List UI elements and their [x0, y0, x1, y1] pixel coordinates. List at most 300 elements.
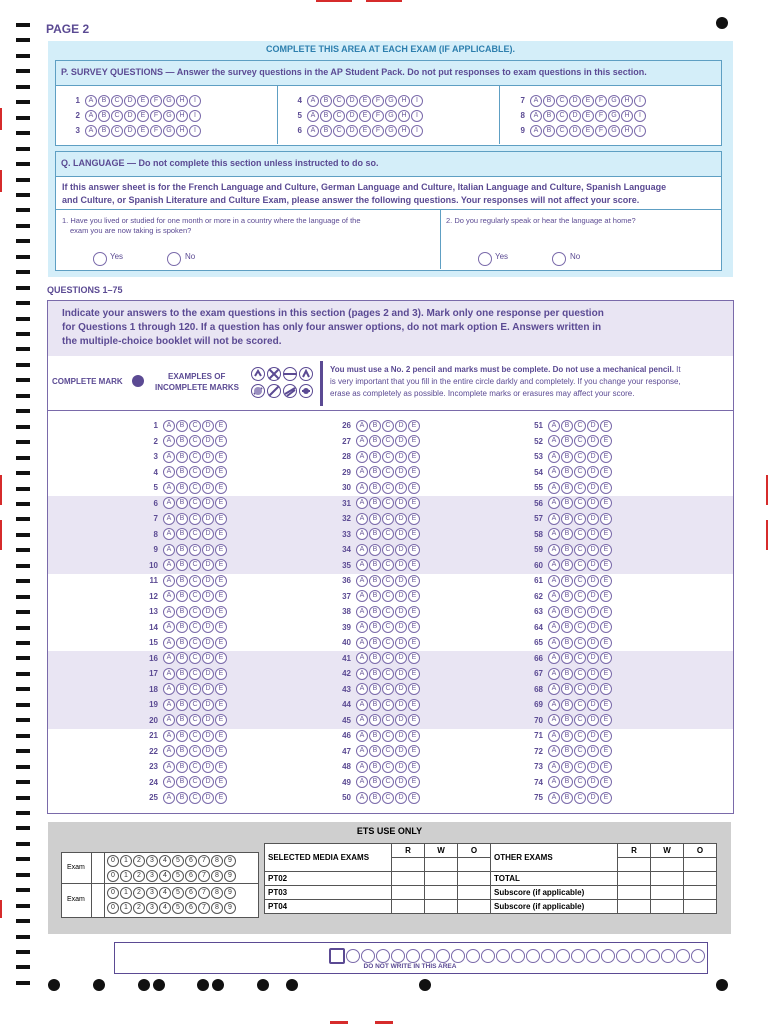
- answer-bubble[interactable]: C: [189, 482, 201, 494]
- answer-bubble[interactable]: C: [574, 466, 586, 478]
- answer-bubble[interactable]: C: [382, 652, 394, 664]
- answer-bubble[interactable]: D: [202, 606, 214, 618]
- answer-bubble[interactable]: I: [411, 110, 423, 122]
- answer-bubble[interactable]: C: [189, 559, 201, 571]
- answer-bubble[interactable]: D: [395, 652, 407, 664]
- answer-bubble[interactable]: G: [385, 95, 397, 107]
- answer-bubble[interactable]: A: [548, 637, 560, 649]
- answer-bubble[interactable]: E: [600, 683, 612, 695]
- answer-bubble[interactable]: D: [395, 792, 407, 804]
- answer-bubble[interactable]: B: [369, 776, 381, 788]
- answer-bubble[interactable]: C: [111, 95, 123, 107]
- answer-bubble[interactable]: B: [176, 435, 188, 447]
- answer-bubble[interactable]: D: [346, 110, 358, 122]
- answer-bubble[interactable]: C: [556, 110, 568, 122]
- answer-bubble[interactable]: A: [85, 110, 97, 122]
- answer-bubble[interactable]: B: [176, 590, 188, 602]
- answer-bubble[interactable]: B: [176, 714, 188, 726]
- answer-bubble[interactable]: C: [382, 528, 394, 540]
- answer-bubble[interactable]: A: [548, 714, 560, 726]
- answer-bubble[interactable]: D: [395, 590, 407, 602]
- answer-bubble[interactable]: D: [202, 637, 214, 649]
- answer-bubble[interactable]: A: [163, 451, 175, 463]
- answer-bubble[interactable]: B: [561, 776, 573, 788]
- answer-bubble[interactable]: E: [600, 606, 612, 618]
- answer-bubble[interactable]: D: [587, 420, 599, 432]
- answer-bubble[interactable]: D: [587, 513, 599, 525]
- answer-bubble[interactable]: D: [202, 683, 214, 695]
- answer-bubble[interactable]: B: [369, 482, 381, 494]
- answer-bubble[interactable]: A: [307, 125, 319, 137]
- answer-bubble[interactable]: C: [189, 621, 201, 633]
- answer-bubble[interactable]: D: [124, 110, 136, 122]
- answer-bubble[interactable]: I: [411, 125, 423, 137]
- answer-bubble[interactable]: A: [163, 435, 175, 447]
- answer-bubble[interactable]: C: [574, 792, 586, 804]
- answer-bubble[interactable]: B: [561, 730, 573, 742]
- answer-bubble[interactable]: D: [395, 575, 407, 587]
- answer-bubble[interactable]: C: [574, 590, 586, 602]
- answer-bubble[interactable]: B: [369, 497, 381, 509]
- answer-bubble[interactable]: C: [333, 95, 345, 107]
- answer-bubble[interactable]: A: [163, 683, 175, 695]
- answer-bubble[interactable]: D: [395, 420, 407, 432]
- answer-bubble[interactable]: E: [215, 714, 227, 726]
- answer-bubble[interactable]: B: [176, 621, 188, 633]
- answer-bubble[interactable]: D: [395, 513, 407, 525]
- answer-bubble[interactable]: D: [202, 699, 214, 711]
- answer-bubble[interactable]: G: [608, 125, 620, 137]
- answer-bubble[interactable]: E: [215, 683, 227, 695]
- answer-bubble[interactable]: A: [163, 528, 175, 540]
- answer-bubble[interactable]: D: [202, 792, 214, 804]
- answer-bubble[interactable]: E: [600, 559, 612, 571]
- answer-bubble[interactable]: D: [587, 761, 599, 773]
- answer-bubble[interactable]: D: [587, 590, 599, 602]
- answer-bubble[interactable]: D: [587, 466, 599, 478]
- answer-bubble[interactable]: I: [634, 110, 646, 122]
- answer-bubble[interactable]: E: [137, 110, 149, 122]
- answer-bubble[interactable]: A: [356, 544, 368, 556]
- answer-bubble[interactable]: C: [382, 482, 394, 494]
- answer-bubble[interactable]: E: [408, 776, 420, 788]
- answer-bubble[interactable]: A: [85, 125, 97, 137]
- answer-bubble[interactable]: D: [395, 668, 407, 680]
- answer-bubble[interactable]: B: [561, 590, 573, 602]
- answer-bubble[interactable]: E: [408, 761, 420, 773]
- answer-bubble[interactable]: B: [176, 575, 188, 587]
- answer-bubble[interactable]: B: [561, 528, 573, 540]
- answer-bubble[interactable]: E: [600, 482, 612, 494]
- answer-bubble[interactable]: A: [356, 745, 368, 757]
- answer-bubble[interactable]: C: [189, 668, 201, 680]
- answer-bubble[interactable]: C: [556, 125, 568, 137]
- answer-bubble[interactable]: C: [382, 761, 394, 773]
- answer-bubble[interactable]: A: [163, 466, 175, 478]
- answer-bubble[interactable]: C: [382, 776, 394, 788]
- answer-bubble[interactable]: E: [600, 776, 612, 788]
- answer-bubble[interactable]: C: [574, 420, 586, 432]
- answer-bubble[interactable]: C: [574, 482, 586, 494]
- answer-bubble[interactable]: D: [202, 745, 214, 757]
- answer-bubble[interactable]: E: [408, 528, 420, 540]
- answer-bubble[interactable]: D: [395, 637, 407, 649]
- answer-bubble[interactable]: D: [346, 95, 358, 107]
- answer-bubble[interactable]: E: [600, 714, 612, 726]
- answer-bubble[interactable]: G: [385, 125, 397, 137]
- answer-bubble[interactable]: D: [569, 110, 581, 122]
- answer-bubble[interactable]: D: [346, 125, 358, 137]
- answer-bubble[interactable]: D: [202, 466, 214, 478]
- answer-bubble[interactable]: D: [202, 652, 214, 664]
- answer-bubble[interactable]: E: [215, 792, 227, 804]
- answer-bubble[interactable]: H: [398, 125, 410, 137]
- answer-bubble[interactable]: A: [356, 575, 368, 587]
- answer-bubble[interactable]: C: [574, 668, 586, 680]
- answer-bubble[interactable]: B: [561, 435, 573, 447]
- answer-bubble[interactable]: B: [176, 652, 188, 664]
- answer-bubble[interactable]: D: [202, 544, 214, 556]
- answer-bubble[interactable]: E: [408, 435, 420, 447]
- answer-bubble[interactable]: E: [215, 420, 227, 432]
- answer-bubble[interactable]: D: [395, 776, 407, 788]
- answer-bubble[interactable]: G: [608, 95, 620, 107]
- answer-bubble[interactable]: D: [587, 435, 599, 447]
- answer-bubble[interactable]: B: [176, 683, 188, 695]
- answer-bubble[interactable]: G: [608, 110, 620, 122]
- answer-bubble[interactable]: B: [176, 497, 188, 509]
- answer-bubble[interactable]: A: [163, 730, 175, 742]
- answer-bubble[interactable]: C: [574, 730, 586, 742]
- answer-bubble[interactable]: D: [202, 435, 214, 447]
- answer-bubble[interactable]: E: [215, 730, 227, 742]
- answer-bubble[interactable]: A: [356, 420, 368, 432]
- answer-bubble[interactable]: A: [548, 435, 560, 447]
- answer-bubble[interactable]: E: [600, 420, 612, 432]
- answer-bubble[interactable]: D: [202, 621, 214, 633]
- answer-bubble[interactable]: A: [163, 714, 175, 726]
- answer-bubble[interactable]: A: [356, 652, 368, 664]
- answer-bubble[interactable]: A: [356, 776, 368, 788]
- answer-bubble[interactable]: D: [202, 497, 214, 509]
- answer-bubble[interactable]: C: [189, 792, 201, 804]
- answer-bubble[interactable]: B: [369, 668, 381, 680]
- answer-bubble[interactable]: B: [176, 637, 188, 649]
- answer-bubble[interactable]: E: [408, 621, 420, 633]
- answer-bubble[interactable]: B: [176, 792, 188, 804]
- answer-bubble[interactable]: B: [369, 699, 381, 711]
- answer-bubble[interactable]: A: [163, 420, 175, 432]
- answer-bubble[interactable]: H: [621, 95, 633, 107]
- answer-bubble[interactable]: C: [574, 637, 586, 649]
- answer-bubble[interactable]: B: [176, 761, 188, 773]
- answer-bubble[interactable]: C: [574, 497, 586, 509]
- answer-bubble[interactable]: E: [582, 110, 594, 122]
- answer-bubble[interactable]: E: [408, 699, 420, 711]
- answer-bubble[interactable]: E: [137, 125, 149, 137]
- answer-bubble[interactable]: A: [356, 637, 368, 649]
- answer-bubble[interactable]: D: [395, 451, 407, 463]
- answer-bubble[interactable]: D: [395, 761, 407, 773]
- answer-bubble[interactable]: E: [408, 544, 420, 556]
- answer-bubble[interactable]: A: [163, 637, 175, 649]
- answer-bubble[interactable]: C: [574, 575, 586, 587]
- answer-bubble[interactable]: E: [359, 95, 371, 107]
- answer-bubble[interactable]: A: [548, 544, 560, 556]
- answer-bubble[interactable]: C: [189, 528, 201, 540]
- answer-bubble[interactable]: B: [369, 683, 381, 695]
- answer-bubble[interactable]: C: [574, 606, 586, 618]
- answer-bubble[interactable]: E: [215, 745, 227, 757]
- answer-bubble[interactable]: E: [600, 575, 612, 587]
- answer-bubble[interactable]: F: [595, 95, 607, 107]
- answer-bubble[interactable]: C: [574, 652, 586, 664]
- answer-bubble[interactable]: I: [634, 125, 646, 137]
- answer-bubble[interactable]: B: [561, 683, 573, 695]
- answer-bubble[interactable]: A: [356, 699, 368, 711]
- answer-bubble[interactable]: D: [202, 575, 214, 587]
- answer-bubble[interactable]: F: [595, 110, 607, 122]
- answer-bubble[interactable]: A: [163, 544, 175, 556]
- answer-bubble[interactable]: E: [215, 776, 227, 788]
- answer-bubble[interactable]: H: [621, 110, 633, 122]
- answer-bubble[interactable]: A: [163, 482, 175, 494]
- answer-bubble[interactable]: E: [215, 668, 227, 680]
- answer-bubble[interactable]: E: [600, 497, 612, 509]
- answer-bubble[interactable]: C: [382, 714, 394, 726]
- answer-bubble[interactable]: B: [561, 714, 573, 726]
- answer-bubble[interactable]: E: [600, 528, 612, 540]
- answer-bubble[interactable]: A: [548, 466, 560, 478]
- answer-bubble[interactable]: C: [556, 95, 568, 107]
- answer-bubble[interactable]: C: [382, 637, 394, 649]
- answer-bubble[interactable]: C: [111, 125, 123, 137]
- answer-bubble[interactable]: B: [561, 761, 573, 773]
- answer-bubble[interactable]: C: [382, 699, 394, 711]
- answer-bubble[interactable]: I: [189, 110, 201, 122]
- answer-bubble[interactable]: B: [561, 637, 573, 649]
- answer-bubble[interactable]: A: [356, 714, 368, 726]
- answer-bubble[interactable]: D: [587, 497, 599, 509]
- answer-bubble[interactable]: E: [600, 730, 612, 742]
- answer-bubble[interactable]: C: [574, 761, 586, 773]
- answer-bubble[interactable]: C: [189, 745, 201, 757]
- answer-bubble[interactable]: B: [176, 466, 188, 478]
- answer-bubble[interactable]: C: [189, 761, 201, 773]
- answer-bubble[interactable]: A: [85, 95, 97, 107]
- answer-bubble[interactable]: B: [176, 699, 188, 711]
- answer-bubble[interactable]: A: [163, 699, 175, 711]
- answer-bubble[interactable]: E: [408, 730, 420, 742]
- answer-bubble[interactable]: D: [587, 528, 599, 540]
- answer-bubble[interactable]: A: [548, 451, 560, 463]
- answer-bubble[interactable]: A: [548, 590, 560, 602]
- answer-bubble[interactable]: E: [408, 575, 420, 587]
- answer-bubble[interactable]: B: [369, 559, 381, 571]
- answer-bubble[interactable]: C: [382, 606, 394, 618]
- answer-bubble[interactable]: B: [320, 95, 332, 107]
- answer-bubble[interactable]: B: [320, 125, 332, 137]
- answer-bubble[interactable]: C: [382, 730, 394, 742]
- answer-bubble[interactable]: B: [369, 575, 381, 587]
- answer-bubble[interactable]: A: [356, 761, 368, 773]
- answer-bubble[interactable]: E: [215, 513, 227, 525]
- answer-bubble[interactable]: A: [548, 606, 560, 618]
- answer-bubble[interactable]: E: [408, 714, 420, 726]
- answer-bubble[interactable]: C: [574, 544, 586, 556]
- answer-bubble[interactable]: B: [176, 420, 188, 432]
- answer-bubble[interactable]: A: [548, 497, 560, 509]
- answer-bubble[interactable]: E: [408, 482, 420, 494]
- answer-bubble[interactable]: D: [202, 528, 214, 540]
- answer-bubble[interactable]: C: [382, 451, 394, 463]
- answer-bubble[interactable]: D: [587, 792, 599, 804]
- answer-bubble[interactable]: E: [215, 699, 227, 711]
- answer-bubble[interactable]: C: [382, 466, 394, 478]
- answer-bubble[interactable]: H: [398, 95, 410, 107]
- answer-bubble[interactable]: A: [163, 621, 175, 633]
- answer-bubble[interactable]: B: [369, 606, 381, 618]
- answer-bubble[interactable]: E: [215, 451, 227, 463]
- answer-bubble[interactable]: E: [600, 466, 612, 478]
- answer-bubble[interactable]: A: [356, 482, 368, 494]
- answer-bubble[interactable]: E: [215, 528, 227, 540]
- answer-bubble[interactable]: C: [382, 590, 394, 602]
- answer-bubble[interactable]: C: [574, 745, 586, 757]
- answer-bubble[interactable]: A: [307, 110, 319, 122]
- answer-bubble[interactable]: A: [356, 451, 368, 463]
- answer-bubble[interactable]: B: [369, 621, 381, 633]
- answer-bubble[interactable]: E: [600, 699, 612, 711]
- answer-bubble[interactable]: D: [202, 559, 214, 571]
- answer-bubble[interactable]: B: [561, 668, 573, 680]
- answer-bubble[interactable]: E: [215, 575, 227, 587]
- answer-bubble[interactable]: A: [163, 745, 175, 757]
- answer-bubble[interactable]: E: [408, 513, 420, 525]
- answer-bubble[interactable]: C: [189, 652, 201, 664]
- answer-bubble[interactable]: B: [176, 544, 188, 556]
- answer-bubble[interactable]: D: [395, 621, 407, 633]
- answer-bubble[interactable]: A: [356, 435, 368, 447]
- answer-bubble[interactable]: I: [189, 125, 201, 137]
- q2-no-bubble[interactable]: [552, 250, 567, 268]
- answer-bubble[interactable]: D: [587, 575, 599, 587]
- answer-bubble[interactable]: E: [600, 451, 612, 463]
- answer-bubble[interactable]: E: [600, 745, 612, 757]
- answer-bubble[interactable]: B: [369, 435, 381, 447]
- answer-bubble[interactable]: D: [587, 544, 599, 556]
- answer-bubble[interactable]: A: [530, 110, 542, 122]
- answer-bubble[interactable]: E: [582, 95, 594, 107]
- answer-bubble[interactable]: B: [176, 482, 188, 494]
- answer-bubble[interactable]: E: [408, 745, 420, 757]
- answer-bubble[interactable]: E: [215, 637, 227, 649]
- answer-bubble[interactable]: D: [395, 497, 407, 509]
- answer-bubble[interactable]: C: [189, 451, 201, 463]
- answer-bubble[interactable]: C: [189, 683, 201, 695]
- answer-bubble[interactable]: D: [587, 714, 599, 726]
- answer-bubble[interactable]: C: [382, 513, 394, 525]
- answer-bubble[interactable]: E: [215, 761, 227, 773]
- answer-bubble[interactable]: E: [408, 590, 420, 602]
- answer-bubble[interactable]: E: [408, 792, 420, 804]
- answer-bubble[interactable]: D: [395, 714, 407, 726]
- answer-bubble[interactable]: B: [561, 745, 573, 757]
- answer-bubble[interactable]: D: [202, 761, 214, 773]
- answer-bubble[interactable]: A: [163, 559, 175, 571]
- answer-bubble[interactable]: A: [548, 683, 560, 695]
- answer-bubble[interactable]: C: [189, 544, 201, 556]
- answer-bubble[interactable]: A: [530, 125, 542, 137]
- answer-bubble[interactable]: A: [356, 466, 368, 478]
- answer-bubble[interactable]: E: [408, 451, 420, 463]
- answer-bubble[interactable]: F: [595, 125, 607, 137]
- answer-bubble[interactable]: E: [215, 497, 227, 509]
- answer-bubble[interactable]: D: [569, 95, 581, 107]
- answer-bubble[interactable]: B: [561, 544, 573, 556]
- answer-bubble[interactable]: C: [574, 776, 586, 788]
- answer-bubble[interactable]: D: [587, 606, 599, 618]
- answer-bubble[interactable]: A: [356, 792, 368, 804]
- answer-bubble[interactable]: A: [548, 745, 560, 757]
- answer-bubble[interactable]: C: [574, 513, 586, 525]
- answer-bubble[interactable]: B: [369, 730, 381, 742]
- answer-bubble[interactable]: A: [356, 668, 368, 680]
- answer-bubble[interactable]: B: [98, 95, 110, 107]
- answer-bubble[interactable]: D: [395, 559, 407, 571]
- answer-bubble[interactable]: A: [356, 559, 368, 571]
- answer-bubble[interactable]: B: [369, 420, 381, 432]
- answer-bubble[interactable]: F: [150, 110, 162, 122]
- answer-bubble[interactable]: D: [124, 125, 136, 137]
- answer-bubble[interactable]: H: [621, 125, 633, 137]
- answer-bubble[interactable]: D: [395, 435, 407, 447]
- answer-bubble[interactable]: C: [382, 435, 394, 447]
- answer-bubble[interactable]: B: [561, 699, 573, 711]
- answer-bubble[interactable]: C: [574, 559, 586, 571]
- answer-bubble[interactable]: D: [587, 683, 599, 695]
- answer-bubble[interactable]: B: [98, 125, 110, 137]
- answer-bubble[interactable]: C: [189, 637, 201, 649]
- answer-bubble[interactable]: A: [307, 95, 319, 107]
- answer-bubble[interactable]: E: [600, 792, 612, 804]
- answer-bubble[interactable]: A: [530, 95, 542, 107]
- answer-bubble[interactable]: B: [176, 528, 188, 540]
- answer-bubble[interactable]: C: [189, 435, 201, 447]
- answer-bubble[interactable]: A: [548, 792, 560, 804]
- answer-bubble[interactable]: D: [395, 482, 407, 494]
- answer-bubble[interactable]: D: [395, 730, 407, 742]
- answer-bubble[interactable]: E: [215, 435, 227, 447]
- answer-bubble[interactable]: C: [574, 528, 586, 540]
- q1-no-bubble[interactable]: [167, 250, 182, 268]
- answer-bubble[interactable]: D: [587, 621, 599, 633]
- answer-bubble[interactable]: E: [582, 125, 594, 137]
- answer-bubble[interactable]: D: [202, 482, 214, 494]
- answer-bubble[interactable]: C: [574, 621, 586, 633]
- answer-bubble[interactable]: E: [408, 637, 420, 649]
- answer-bubble[interactable]: I: [634, 95, 646, 107]
- answer-bubble[interactable]: C: [382, 668, 394, 680]
- answer-bubble[interactable]: F: [150, 95, 162, 107]
- answer-bubble[interactable]: A: [163, 776, 175, 788]
- answer-bubble[interactable]: B: [176, 668, 188, 680]
- answer-bubble[interactable]: B: [176, 451, 188, 463]
- answer-bubble[interactable]: B: [543, 110, 555, 122]
- answer-bubble[interactable]: A: [356, 590, 368, 602]
- answer-bubble[interactable]: F: [372, 95, 384, 107]
- answer-bubble[interactable]: E: [215, 606, 227, 618]
